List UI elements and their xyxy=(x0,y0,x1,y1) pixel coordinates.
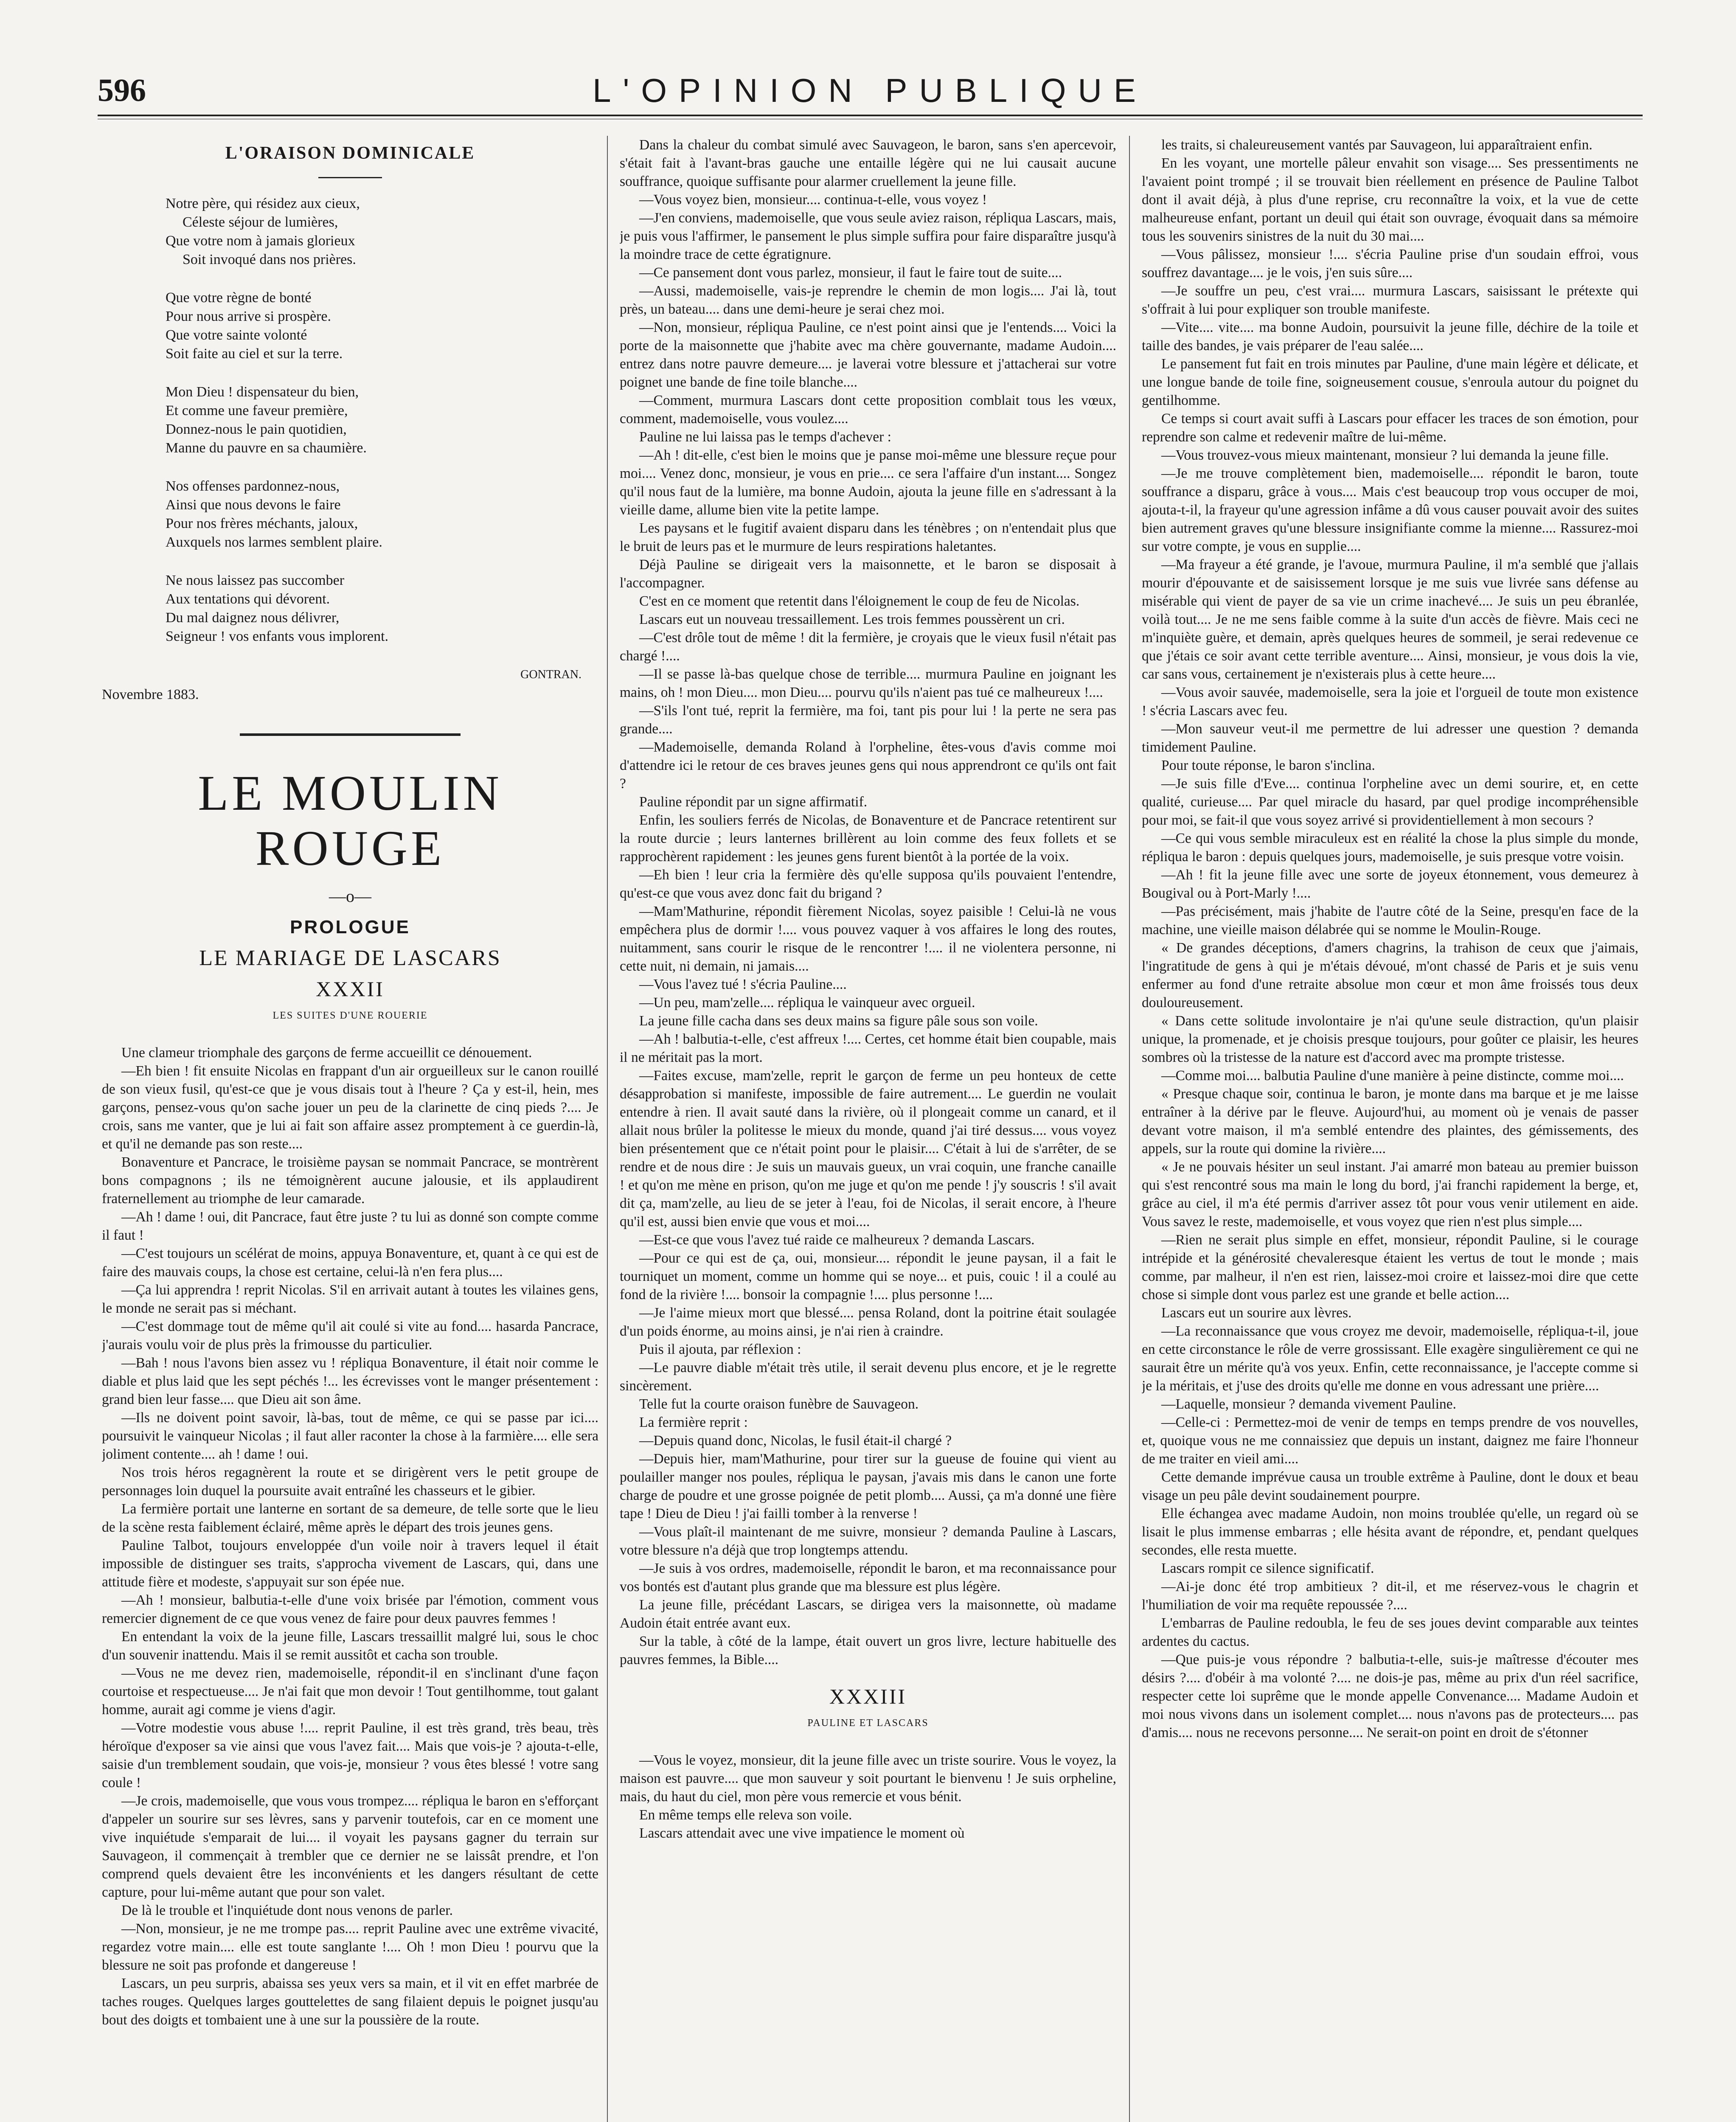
page-number: 596 xyxy=(98,73,146,108)
poem-line: Du mal daignez nous délivrer, xyxy=(166,610,340,626)
paragraph: Ce temps si court avait suffi à Lascars pour effacer les traces de son émotion, pour reprendre son calme et redevenir maître de lui-même. xyxy=(1142,411,1638,445)
paragraph: Déjà Pauline se dirigeait vers la maisonnette, et le baron se disposait à l'accompagner. xyxy=(620,557,1116,591)
prologue-heading: PROLOGUE xyxy=(290,917,410,937)
paragraph: « Presque chaque soir, continua le baron, je monte dans ma barque et je me laisse entraîner à la dérive par le fleuve. Aujourd'hui, au moment où je venais de passer devant votre maison, il m'a semblé entendre des plaintes, des gémissements, des appels, sur la route qui domine la rivière.... xyxy=(1142,1086,1638,1156)
chapter-number: XXXII xyxy=(316,977,385,1001)
paragraph: La jeune fille cacha dans ses deux mains sa figure pâle sous son voile. xyxy=(639,1013,1038,1029)
paragraph: La fermière portait une lanterne en sortant de sa demeure, de telle sorte que le lieu de la scène resta faiblement éclairé, même après le départ des trois jeunes gens. xyxy=(102,1501,598,1535)
paragraph: —Mon sauveur veut-il me permettre de lui adresser une question ? demanda timidement Pauline. xyxy=(1142,721,1638,755)
poem-line: Céleste séjour de lumières, xyxy=(183,214,338,230)
column-3 xyxy=(1142,136,1638,2122)
paragraph: —C'est drôle tout de même ! dit la fermière, je croyais que le vieux fusil n'était pas chargé !.... xyxy=(620,630,1116,664)
poem-line: Que votre règne de bonté xyxy=(166,290,312,306)
poem-stanza xyxy=(166,571,598,646)
paragraph: « Dans cette solitude involontaire je n'ai qu'une seule distraction, qu'un plaisir unique, la promenade, et je choisis presque toujours, pour goûter ce plaisir, les heures sombres où la tristesse de la nature est d'accord avec ma prompte tristesse. xyxy=(1142,1013,1638,1065)
paragraph: Pour toute réponse, le baron s'inclina. xyxy=(1161,758,1375,773)
page-header xyxy=(98,64,1643,115)
paragraph: —Eh bien ! fit ensuite Nicolas en frappant d'un air orgueilleux sur le canon rouillé de son vieux fusil, qu'est-ce que je vous disais tout à l'heure ? Ça y est-il, hein, mes garçons, pensez-vous qu'on sache jouer un peu de la clarinette de cinq pieds ?.... Je crois, sans me vanter, que je lui ai fait son affaire assez promptement à ce guerdin-là, et qu'il ne demande pas son reste.... xyxy=(102,1063,598,1152)
paragraph: —Je suis fille d'Eve.... continua l'orpheline avec un demi sourire, et, en cette qualité, curieuse.... Par quel miracle du hasard, par quel prodige incompréhensible pour moi, se fait-il que vous soyez arrivé si providentiellement à mon secours ? xyxy=(1142,776,1638,828)
paragraph: —Vous ne me devez rien, mademoiselle, répondit-il en s'inclinant d'une façon courtoise et respectueuse.... Je n'ai fait que mon devoir ! Tout gentilhomme, tout galant homme, aurait agi comme je viens d'agir. xyxy=(102,1665,598,1718)
paragraph: Telle fut la courte oraison funèbre de Sauvageon. xyxy=(639,1396,919,1412)
paragraph: —Mam'Mathurine, répondit fièrement Nicolas, soyez paisible ! Celui-là ne vous empêchera plus de dormir !.... vous pouvez vaquer à vos affaires le long des routes, nuitamment, sans courir le risque de le rencontrer !.... il ne violentera personne, ni cette nuit, ni demain, ni jamais.... xyxy=(620,904,1116,974)
paragraph: En entendant la voix de la jeune fille, Lascars tressaillit malgré lui, sous le choc d'un souvenir inattendu. Mais il se remit aussitôt et cacha son trouble. xyxy=(102,1629,598,1663)
paragraph: « De grandes déceptions, d'amers chagrins, la trahison de ceux que j'aimais, l'ingratitude de gens à qui je m'étais dévoué, m'ont chassé de Paris et je suis venu enfermer au fond d'une retraite absolue mon cœur et mon âme froissés tous deux douloureusement. xyxy=(1142,940,1638,1010)
paragraph: —Ah ! monsieur, balbutia-t-elle d'une voix brisée par l'émotion, comment vous remercier dignement de ce que vous venez de faire pour deux pauvres femmes ! xyxy=(102,1592,598,1626)
paragraph: —Faites excuse, mam'zelle, reprit le garçon de ferme un peu honteux de cette désapprobation si manifeste, impossible de faire autrement.... Le guerdin ne voulait entendre à rien. Il avait sauté dans la rivière, où il plongeait comme un canard, et il allait nous brûler la politesse le mieux du monde, quand j'ai tiré dessus.... vous voyez bien présentement que ce n'était point pour le plaisir.... C'était à lui de s'arrêter, de se rendre et de nous dire : Je suis un mauvais gueux, un vrai coquin, une franche canaille ! et qu'on me mène en prison, qu'on me juge et qu'on me pende ! j'y souscris ! s'il avait dit ça, mam'zelle, au lieu de se jeter à l'eau, foi de Nicolas, il serait encore, à l'heure qu'il est, aussi bien envie que vous et moi.... xyxy=(620,1068,1116,1229)
paragraph: —Ai-je donc été trop ambitieux ? dit-il, et me réservez-vous le chagrin et l'humiliation de voir ma requête repoussée ?.... xyxy=(1142,1579,1638,1613)
paragraph: En les voyant, une mortelle pâleur envahit son visage.... Ses pressentiments ne l'avaient point trompé ; il se trouvait bien réellement en présence de Pauline Talbot dont il avait déjà, à plus d'une reprise, cru reconnaître la voix, et la vue de cette malheureuse enfant, portant un deuil qui était son ouvrage, évoquait dans sa mémoire tous les souvenirs sinistres de la nuit du 30 mai.... xyxy=(1142,155,1638,244)
paragraph: —Vous pâlissez, monsieur !.... s'écria Pauline prise d'un soudain effroi, vous souffrez davantage.... je le vois, j'en suis sûre.... xyxy=(1142,247,1638,281)
poem-line: Mon Dieu ! dispensateur du bien, xyxy=(166,384,359,400)
chapter-number: XXXIII xyxy=(829,1684,907,1708)
paragraph: —Ce qui vous semble miraculeux est en réalité la chose la plus simple du monde, répliqua le baron : depuis quelques jours, mademoiselle, je suis presque votre voisin. xyxy=(1142,831,1638,865)
poem-stanza xyxy=(166,477,598,552)
poem-line: Que votre nom à jamais glorieux xyxy=(166,233,355,249)
paragraph: —Vite.... vite.... ma bonne Audoin, poursuivit la jeune fille, déchire de la toile et taille des bandes, je vais préparer de l'eau salée.... xyxy=(1142,320,1638,354)
poem-line: Soit invoqué dans nos prières. xyxy=(183,252,356,267)
paragraph: Pauline répondit par un signe affirmatif. xyxy=(639,794,868,810)
paragraph: —Mademoiselle, demanda Roland à l'orpheline, êtes-vous d'avis comme moi d'attendre ici le retour de ces braves jeunes gens qui nous apprendront ce qu'ils ont fait ? xyxy=(620,739,1116,792)
paragraph: En même temps elle releva son voile. xyxy=(639,1807,852,1823)
paragraph: —Que puis-je vous répondre ? balbutia-t-elle, suis-je maîtresse d'écouter mes désirs ?.... d'obéir à ma volonté ?.... ne dois-je pas, même au prix d'un réel sacrifice, respecter cette loi suprême que le monde appelle Convenance.... Madame Audoin et moi nous vivons dans un isolement complet.... nous n'avons pas de protecteurs.... pas d'amis.... nous ne recevons personne.... Ne serait-on point en droit de s'étonner xyxy=(1142,1652,1638,1740)
paragraph: C'est en ce moment que retentit dans l'éloignement le coup de feu de Nicolas. xyxy=(639,593,1080,609)
paragraph: —Vous avoir sauvée, mademoiselle, sera la joie et l'orgueil de toute mon existence ! s'écria Lascars avec feu. xyxy=(1142,685,1638,719)
poem-date: Novembre 1883. xyxy=(102,687,199,702)
poem-line: Et comme une faveur première, xyxy=(166,403,348,418)
paragraph: —Ma frayeur a été grande, je l'avoue, murmura Pauline, il m'a semblé que j'allais mourir d'épouvante et de saisissement lorsque je me suis vue livrée sans défense au misérable qui vient de payer de sa vie un crime inachevé.... Je suis un peu ébranlée, voilà tout.... Je ne me sens faible comme à la suite d'un accès de fièvre. Mais ceci ne m'inquiète guère, et demain, après quelques heures de sommeil, je serai redevenue ce que j'étais ce soir avant cette terrible aventure.... Ainsi, monsieur, je vous dois la vie, car sans vous, certainement je n'existerais plus à cette heure.... xyxy=(1142,557,1638,682)
paragraph: —Il se passe là-bas quelque chose de terrible.... murmura Pauline en joignant les mains, oh ! mon Dieu.... mon Dieu.... pourvu qu'ils n'aient pas tué ce malheureux !.... xyxy=(620,666,1116,700)
poem-line: Pour nous arrive si prospère. xyxy=(166,309,331,324)
paragraph: —Est-ce que vous l'avez tué raide ce malheureux ? demanda Lascars. xyxy=(639,1232,1035,1248)
paragraph: —C'est toujours un scélérat de moins, appuya Bonaventure, et, quant à ce qui est de faire des mauvais coups, la chose est certaine, celui-là n'en fera plus.... xyxy=(102,1246,598,1280)
paragraph: —J'en conviens, mademoiselle, que vous seule aviez raison, répliqua Lascars, mais, je puis vous l'affirmer, le pansement le plus simple suffira pour faire disparaître jusqu'à la moindre trace de cette égratignure. xyxy=(620,210,1116,262)
poem-line: Ainsi que nous devons le faire xyxy=(166,497,341,513)
column-1-text xyxy=(102,1044,598,2029)
column-2-text xyxy=(620,136,1116,1669)
paragraph: —Vous l'avez tué ! s'écria Pauline.... xyxy=(639,977,847,992)
poem-line: Que votre sainte volonté xyxy=(166,327,307,343)
poem-title: L'ORAISON DOMINICALE xyxy=(225,143,475,163)
paragraph: —Depuis hier, mam'Mathurine, pour tirer sur la gueuse de fouine qui vient au poulailler manger nos poules, répliqua le paysan, j'avais mis dans le canon une forte charge de poudre et une grosse poignée de petit plomb.... Aussi, ça m'a donné une fière tape ! Dieu de Dieu ! j'ai failli tomber à la renverse ! xyxy=(620,1451,1116,1521)
paragraph: Elle échangea avec madame Audoin, non moins troublée qu'elle, un regard où se lisait le plus immense embarras ; elle hésita avant de répondre, et, pendant quelques secondes, elle resta muette. xyxy=(1142,1506,1638,1558)
novel-subtitle: LE MARIAGE DE LASCARS xyxy=(199,946,501,970)
paragraph: —La reconnaissance que vous croyez me devoir, mademoiselle, répliqua-t-il, joue en cette circonstance le rôle de verre grossissant. Elle exagère singulièrement ce qui ne saurait être un mérite qu'à vos yeux. Enfin, cette reconnaissance, je l'accepte comme si je la méritais, et j'use des droits qu'elle me donne en vous adressant une prière.... xyxy=(1142,1323,1638,1394)
column-1 xyxy=(102,136,598,2122)
paragraph: —Non, monsieur, je ne me trompe pas.... reprit Pauline avec une extrême vivacité, regardez votre main.... elle est toute sanglante !.... Oh ! mon Dieu ! pourvu que la blessure ne soit pas profonde et dangereuse ! xyxy=(102,1921,598,1973)
paragraph: —Rien ne serait plus simple en effet, monsieur, répondit Pauline, si le courage intrépide et la générosité chevaleresque étaient les vertus de tout le monde ; mais comme, par malheur, il n'en est rien, laissez-moi croire et laissez-moi dire que cette chose si simple dont vous parlez est une grande et belle action.... xyxy=(1142,1232,1638,1302)
paragraph: De là le trouble et l'inquiétude dont nous venons de parler. xyxy=(121,1903,453,1918)
paragraph: —Pour ce qui est de ça, oui, monsieur.... répondit le jeune paysan, il a fait le tourniquet un moment, comme un homme qui se noye... et puis, couic ! il a coulé au fond de la rivière !.... bonsoir la compagnie !.... plus personne !.... xyxy=(620,1250,1116,1302)
paragraph: Une clameur triomphale des garçons de ferme accueillit ce dénouement. xyxy=(121,1045,532,1061)
section-rule xyxy=(240,733,461,736)
column-divider xyxy=(607,136,608,2122)
paragraph: —Celle-ci : Permettez-moi de venir de temps en temps prendre de vos nouvelles, et, quoique vous ne me connaissiez que depuis un instant, daignez me faire l'honneur de me traiter en vieil ami.... xyxy=(1142,1415,1638,1467)
paragraph: La jeune fille, précédant Lascars, se dirigea vers la maisonnette, où madame Audoin était entrée avant eux. xyxy=(620,1597,1116,1631)
paragraph: —Eh bien ! leur cria la fermière dès qu'elle supposa qu'ils pouvaient l'entendre, qu'est-ce que vous avez donc fait du brigand ? xyxy=(620,867,1116,901)
paragraph: —Votre modestie vous abuse !.... reprit Pauline, il est très grand, très beau, très héroïque d'exposer sa vie ainsi que vous l'avez fait.... Mais que vois-je ? ajouta-t-elle, saisie d'un tremblement soudain, que vois-je, monsieur ? vous êtes blessé ! votre sang coule ! xyxy=(102,1720,598,1791)
paragraph: Enfin, les souliers ferrés de Nicolas, de Bonaventure et de Pancrace retentirent sur la route durcie ; leurs lanternes brillèrent au loin comme des feux follets et se rapprochèrent rapidement : les jeunes gens furent bientôt à la portée de la voix. xyxy=(620,812,1116,865)
paragraph: —Je me trouve complètement bien, mademoiselle.... répondit le baron, toute souffrance a disparu, grâce à vous.... Mais c'est beaucoup trop vous occuper de moi, ajouta-t-il, la frayeur qu'une agression infâme a dû vous causer pouvait avoir des suites bien autrement graves qu'une blessure insignifiante comme la mienne.... Rassurez-moi sur votre compte, je vous en supplie.... xyxy=(1142,466,1638,554)
poem-line: Pour nos frères méchants, jaloux, xyxy=(166,516,358,531)
novel-title: LE MOULIN ROUGE xyxy=(198,765,503,876)
poem-line: Soit faite au ciel et sur la terre. xyxy=(166,346,343,362)
chapter-subtitle: LES SUITES D'UNE ROUERIE xyxy=(272,1010,428,1021)
paragraph: Lascars eut un sourire aux lèvres. xyxy=(1161,1305,1352,1321)
paragraph: les traits, si chaleureusement vantés par Sauvageon, lui apparaîtraient enfin. xyxy=(1161,137,1593,153)
paragraph: —Comment, murmura Lascars dont cette proposition comblait tous les vœux, comment, mademoiselle, vous voulez.... xyxy=(620,393,1116,427)
paragraph: —Ah ! balbutia-t-elle, c'est affreux !.... Certes, cet homme était bien coupable, mais il ne méritait pas la mort. xyxy=(620,1031,1116,1065)
paragraph: Nos trois héros regagnèrent la route et se dirigèrent vers le petit groupe de personnages loin duquel la poursuite avait entraîné les chasseurs et le gibier. xyxy=(102,1465,598,1499)
poem-body xyxy=(102,194,598,646)
poem-line: Manne du pauvre en sa chaumière. xyxy=(166,440,367,456)
paragraph: Cette demande imprévue causa un trouble extrême à Pauline, dont le doux et beau visage un peu pâle devint soudainement pourpre. xyxy=(1142,1469,1638,1503)
paragraph: —Aussi, mademoiselle, vais-je reprendre le chemin de mon logis.... J'ai là, tout près, un bateau.... dans une demi-heure je serai chez moi. xyxy=(620,283,1116,317)
poem-stanza xyxy=(166,289,598,363)
paragraph: —Pas précisément, mais j'habite de l'autre côté de la Seine, presqu'en face de la machine, une vieille maison délabrée qui se nomme le Moulin-Rouge. xyxy=(1142,904,1638,937)
paragraph: —Vous trouvez-vous mieux maintenant, monsieur ? lui demanda la jeune fille. xyxy=(1161,447,1609,463)
poem-stanza xyxy=(166,383,598,458)
paragraph: —Un peu, mam'zelle.... répliqua le vainqueur avec orgueil. xyxy=(639,995,975,1010)
paragraph: —Depuis quand donc, Nicolas, le fusil était-il chargé ? xyxy=(639,1433,952,1448)
paragraph: Les paysans et le fugitif avaient disparu dans les ténèbres ; on n'entendait plus que le bruit de leurs pas et le murmure de leurs respirations haletantes. xyxy=(620,520,1116,554)
poem-line: Notre père, qui résidez aux cieux, xyxy=(166,196,360,211)
paragraph: —Je suis à vos ordres, mademoiselle, répondit le baron, et ma reconnaissance pour vos bontés est d'autant plus grande que ma blessure est plus légère. xyxy=(620,1561,1116,1594)
poem-signature: GONTRAN. xyxy=(520,668,581,681)
paragraph: —Je souffre un peu, c'est vrai.... murmura Lascars, saisissant le prétexte qui s'offrait à lui pour expliquer son trouble manifeste. xyxy=(1142,283,1638,317)
paragraph: —Non, monsieur, répliqua Pauline, ce n'est point ainsi que je l'entends.... Voici la porte de la maisonnette que j'habite avec ma chère gouvernante, madame Audoin.... entrez dans notre pauvre demeure.... je laverai votre blessure et j'attacherai sur votre poignet une bande de fine toile blanche.... xyxy=(620,320,1116,390)
poem-stanza xyxy=(166,194,598,269)
column-3-text xyxy=(1142,136,1638,1742)
poem-rule xyxy=(318,177,382,178)
paragraph: —Ils ne doivent point savoir, là-bas, tout de même, ce qui se passe par ici.... poursuivit le vainqueur Nicolas ; il faut aller raconter la chose à la farmière.... elle sera joliment contente.... ah ! dame ! oui. xyxy=(102,1410,598,1462)
paragraph: —Laquelle, monsieur ? demanda vivement Pauline. xyxy=(1161,1396,1456,1412)
header-rule xyxy=(98,115,1643,119)
paragraph: —Vous plaît-il maintenant de me suivre, monsieur ? demanda Pauline à Lascars, votre blessure n'a déjà que trop longtemps attendu. xyxy=(620,1524,1116,1558)
paragraph: —Vous le voyez, monsieur, dit la jeune fille avec un triste sourire. Vous le voyez, la maison est pauvre.... que mon sauveur y soit pourtant le bienvenu ! Je suis orpheline, mais, du haut du ciel, mon père vous remercie et vous bénit. xyxy=(620,1752,1116,1805)
paragraph: —Le pauvre diable m'était très utile, il serait devenu plus encore, et je le regrette sincèrement. xyxy=(620,1360,1116,1394)
poem-line: Nos offenses pardonnez-nous, xyxy=(166,478,340,494)
poem-line: Aux tentations qui dévorent. xyxy=(166,591,330,607)
chapter-subtitle: PAULINE ET LASCARS xyxy=(807,1718,929,1729)
paragraph: —Je l'aime mieux mort que blessé.... pensa Roland, dont la poitrine était soulagée d'un poids énorme, au moins ainsi, je n'ai rien à craindre. xyxy=(620,1305,1116,1339)
paragraph: —Ah ! dit-elle, c'est bien le moins que je panse moi-même une blessure reçue pour moi.... Venez donc, monsieur, je vous en prie.... ce sera l'affaire d'un instant.... Songez qu'il nous faut de la lumière, ma bonne Audoin, ajouta la jeune fille en s'adressant à la vieille dame, allume bien vite la petite lampe. xyxy=(620,447,1116,518)
title-ornament: —o— xyxy=(329,887,371,906)
column-divider xyxy=(1129,136,1130,2122)
paragraph: Lascars rompit ce silence significatif. xyxy=(1161,1561,1374,1576)
paragraph: —Je crois, mademoiselle, que vous vous trompez.... répliqua le baron en s'efforçant d'appeler un sourire sur ses lèvres, sans y parvenir toutefois, car en ce moment une vive inquiétude s'emparait de lui.... il voyait les paysans gagner du terrain sur Sauvageon, il commençait à trembler que ce dernier ne se laissât prendre, et l'on comprend quels devaient être les inconvénients et les dangers résultant de cette capture, pour lui-même autant que pour son valet. xyxy=(102,1793,598,1900)
paragraph: Dans la chaleur du combat simulé avec Sauvageon, le baron, sans s'en apercevoir, s'était fait à l'avant-bras gauche une entaille légère qui ne lui causait aucune souffrance, quoique suffisante pour alarmer cruellement la jeune fille. xyxy=(620,137,1116,189)
paragraph: —Ce pansement dont vous parlez, monsieur, il faut le faire tout de suite.... xyxy=(639,265,1062,281)
paragraph: Lascars attendait avec une vive impatience le moment où xyxy=(639,1825,965,1841)
paragraph: —Bah ! nous l'avons bien assez vu ! répliqua Bonaventure, il était noir comme le diable et plus laid que les sept péchés !... les écrevisses vont le manger présentement : grand bien leur fasse.... que Dieu ait son âme. xyxy=(102,1355,598,1407)
paragraph: L'embarras de Pauline redoubla, le feu de ses joues devint comparable aux teintes ardentes du cactus. xyxy=(1142,1615,1638,1649)
poem-line: Ne nous laissez pas succomber xyxy=(166,573,345,588)
paragraph: Lascars, un peu surpris, abaissa ses yeux vers sa main, et il vit en effet marbrée de taches rouges. Quelques larges gouttelettes de sang filaient depuis le poignet jusqu'au bout des doigts et tombaient une à une sur la poussière de la route. xyxy=(102,1976,598,2028)
paragraph: Bonaventure et Pancrace, le troisième paysan se nommait Pancrace, se montrèrent bons compagnons ; ils ne témoignèrent aucune jalousie, et ils applaudirent fraternellement au triomphe de leur camarade. xyxy=(102,1154,598,1207)
paragraph: —Ça lui apprendra ! reprit Nicolas. S'il en arrivait autant à toutes les vilaines gens, le monde ne serait pas si méchant. xyxy=(102,1282,598,1316)
paragraph: —Comme moi.... balbutia Pauline d'une manière à peine distincte, comme moi.... xyxy=(1161,1068,1624,1083)
paragraph: —Ah ! fit la jeune fille avec une sorte de joyeux étonnement, vous demeurez à Bougival ou à Port-Marly !.... xyxy=(1142,867,1638,901)
paragraph: La fermière reprit : xyxy=(639,1415,748,1430)
paragraph: Lascars eut un nouveau tressaillement. Les trois femmes poussèrent un cri. xyxy=(639,612,1065,627)
journal-title: L'OPINION PUBLIQUE xyxy=(593,72,1148,109)
paragraph: —S'ils l'ont tué, reprit la fermière, ma foi, tant pis pour lui ! la perte ne sera pas grande.... xyxy=(620,703,1116,737)
paragraph: —Ah ! dame ! oui, dit Pancrace, faut être juste ? tu lui as donné son compte comme il faut ! xyxy=(102,1209,598,1243)
poem-line: Auxquels nos larmes semblent plaire. xyxy=(166,534,382,550)
poem-line: Seigneur ! vos enfants vous implorent. xyxy=(166,629,389,644)
paragraph: « Je ne pouvais hésiter un seul instant. J'ai amarré mon bateau au premier buisson qui s'est rencontré sous ma main le long du bord, j'ai franchi rapidement la berge, et, grâce au ciel, il m'a été permis d'arriver assez tôt pour vous venir utilement en aide. Vous savez le reste, mademoiselle, et vous voyez que rien n'est plus simple.... xyxy=(1142,1159,1638,1229)
column-2 xyxy=(620,136,1116,2122)
paragraph: Le pansement fut fait en trois minutes par Pauline, d'une main légère et délicate, et une longue bande de toile fine, soigneusement cousue, s'enroula autour du poignet du gentilhomme. xyxy=(1142,356,1638,408)
paragraph: —Vous voyez bien, monsieur.... continua-t-elle, vous voyez ! xyxy=(639,192,987,208)
poem-line: Donnez-nous le pain quotidien, xyxy=(166,421,347,437)
column-2-chapter-text xyxy=(620,1751,1116,1842)
paragraph: Sur la table, à côté de la lampe, était ouvert un gros livre, lecture habituelle des pauvres femmes, la Bible.... xyxy=(620,1634,1116,1667)
paragraph: Pauline ne lui laissa pas le temps d'achever : xyxy=(639,429,891,445)
paragraph: Puis il ajouta, par réflexion : xyxy=(639,1342,801,1357)
paragraph: Pauline Talbot, toujours enveloppée d'un voile noir à travers lequel il était impossible de distinguer ses traits, s'approcha vivement de Lascars, qui, dans une attitude fière et modeste, s'appuyait sur son épée nue. xyxy=(102,1538,598,1590)
paragraph: —C'est dommage tout de même qu'il ait coulé si vite au fond.... hasarda Pancrace, j'aurais voulu voir de plus près la frimousse du particulier. xyxy=(102,1319,598,1353)
